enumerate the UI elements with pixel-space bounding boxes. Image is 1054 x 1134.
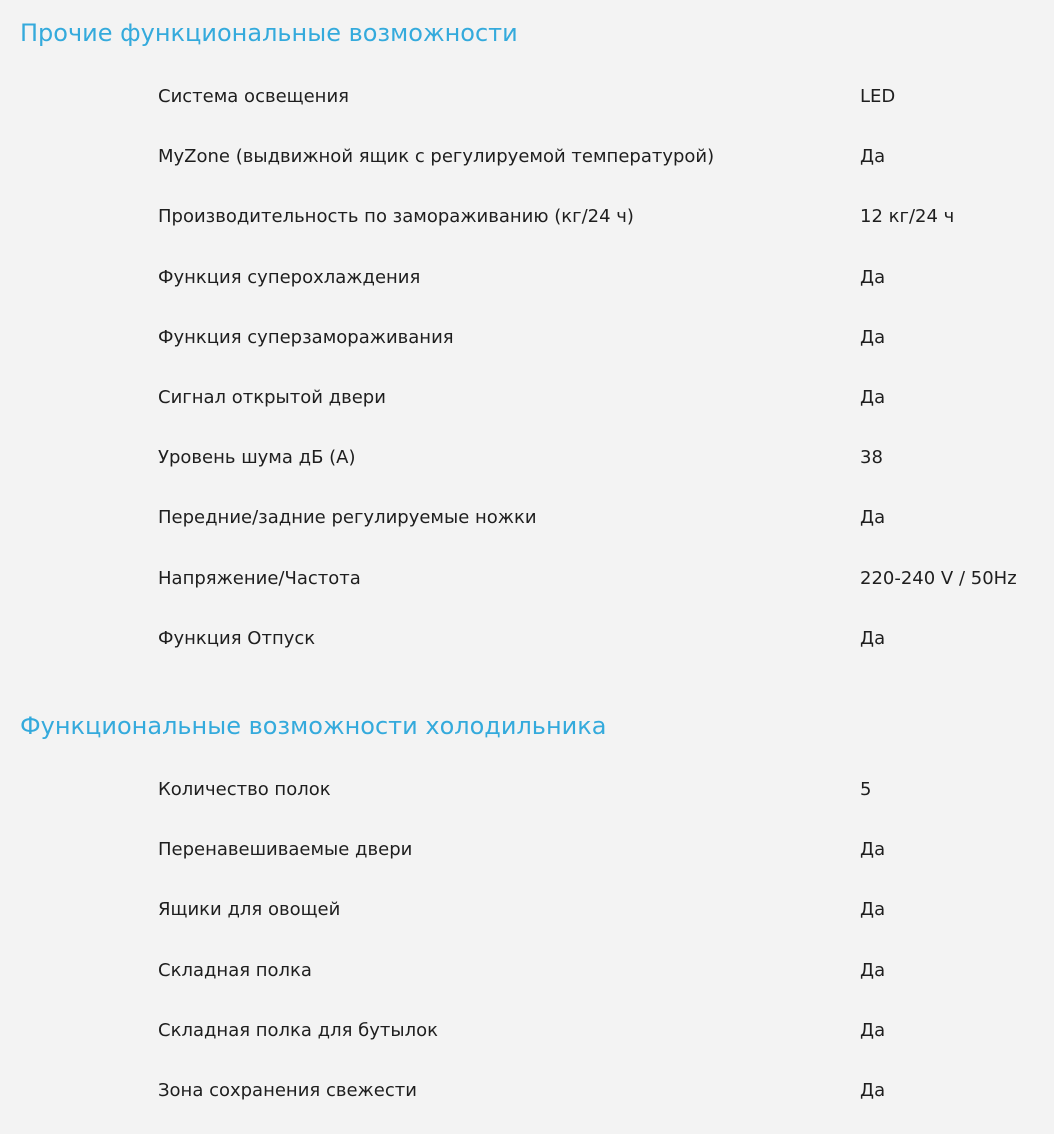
spec-label: Перенавешиваемые двери — [158, 839, 413, 861]
spec-row — [0, 501, 1054, 561]
spec-value: Да — [860, 1019, 886, 1041]
section-other-features — [0, 16, 1054, 682]
spec-value: Да — [860, 839, 886, 861]
spec-row — [0, 562, 1054, 622]
spec-label: Передние/задние регулируемые ножки — [158, 507, 537, 529]
spec-row — [0, 381, 1054, 441]
spec-value: Да — [860, 507, 886, 529]
spec-row — [0, 1014, 1054, 1074]
spec-row — [0, 80, 1054, 140]
spec-row — [0, 140, 1054, 200]
spec-label: Складная полка — [158, 959, 312, 981]
spec-list — [0, 773, 1054, 1134]
spec-value: Да — [860, 959, 886, 981]
spec-label: Количество полок — [158, 779, 331, 800]
spec-value: Да — [860, 1079, 886, 1101]
spec-label: Зона сохранения свежести — [158, 1079, 417, 1101]
spec-value: 5 — [860, 779, 872, 800]
spec-value: Да — [860, 899, 886, 921]
spec-value: Да — [860, 146, 886, 168]
spec-row — [0, 1074, 1054, 1134]
spec-list — [0, 80, 1054, 682]
spec-value: Да — [860, 326, 886, 348]
spec-value: 38 — [860, 447, 883, 469]
spec-label: Система освещения — [158, 86, 349, 107]
section-title: Функциональные возможности холодильника — [20, 712, 607, 740]
spec-label: Напряжение/Частота — [158, 567, 361, 589]
spec-label: Функция Отпуск — [158, 627, 316, 649]
spec-row — [0, 833, 1054, 893]
spec-label: Функция суперохлаждения — [158, 266, 421, 288]
section-title: Прочие функциональные возможности — [20, 19, 518, 47]
spec-label: Производительность по замораживанию (кг/24 ч) — [158, 206, 634, 228]
spec-label: Ящики для овощей — [158, 899, 341, 921]
spec-row — [0, 622, 1054, 682]
spec-row — [0, 200, 1054, 260]
spec-label: Сигнал открытой двери — [158, 386, 386, 408]
spec-label: Функция суперзамораживания — [158, 326, 454, 348]
spec-value: 220-240 V / 50Hz — [860, 567, 1017, 589]
spec-label: MyZone (выдвижной ящик с регулируемой температурой) — [158, 146, 715, 168]
spec-row — [0, 893, 1054, 953]
spec-value: 12 кг/24 ч — [860, 206, 955, 228]
spec-row — [0, 261, 1054, 321]
spec-value: Да — [860, 627, 886, 649]
spec-row — [0, 773, 1054, 833]
spec-row — [0, 954, 1054, 1014]
spec-label: Уровень шума дБ (А) — [158, 447, 356, 469]
spec-row — [0, 441, 1054, 501]
section-fridge-features — [0, 709, 1054, 1134]
spec-value: Да — [860, 266, 886, 288]
spec-value: LED — [860, 86, 896, 107]
spec-row — [0, 321, 1054, 381]
spec-value: Да — [860, 386, 886, 408]
spec-label: Складная полка для бутылок — [158, 1019, 439, 1041]
